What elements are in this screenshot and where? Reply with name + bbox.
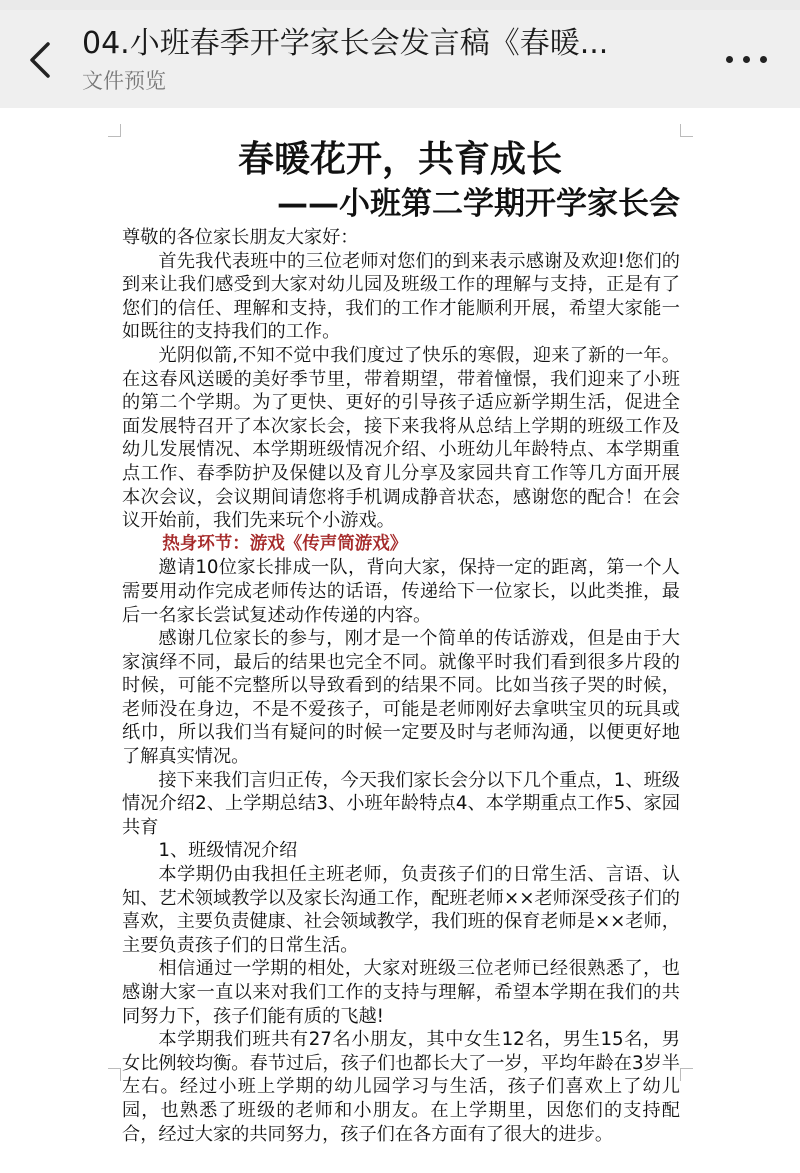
page-margin-mark bbox=[680, 1068, 693, 1081]
page-margin-mark bbox=[680, 124, 693, 137]
document-body bbox=[122, 226, 680, 1146]
section-heading: 热身环节：游戏《传声筒游戏》 bbox=[162, 533, 408, 554]
greeting: 尊敬的各位家长朋友大家好： bbox=[122, 227, 359, 248]
paragraph: 相信通过一学期的相处，大家对班级三位老师已经很熟悉了，也感谢大家一直以来对我们工作的支持与理解，希望本学期在我们的共同努力下，孩子们能有质的飞越! bbox=[122, 958, 680, 1027]
paragraph: 感谢几位家长的参与，刚才是一个简单的传话游戏，但是由于大家演绎不同，最后的结果也完全不同。就像平时我们看到很多片段的时候，可能不完整所以导致看到的结果不同。比如当孩子哭的时候，老师没在身边，不是不爱孩子，可能是老师刚好去拿哄宝贝的玩具或纸巾，所以我们当有疑问的时候一定要及时与老师沟通，以便更好地了解真实情况。 bbox=[122, 628, 680, 768]
page-margin-mark bbox=[108, 1068, 121, 1081]
paragraph: 本学期我们班共有27名小朋友，其中女生12名，男生15名，男女比例较均衡。春节过后，孩子们也都长大了一岁，平均年龄在3岁半左右。经过小班上学期的幼儿园学习与生活，孩子们喜欢上了幼儿园，也熟悉了班级的老师和小朋友。在上学期里，因您们的支持配合，经过大家的共同努力，孩子们在各方面有了很大的进步。 bbox=[122, 1029, 680, 1145]
paragraph: 首先我代表班中的三位老师对您们的到来表示感谢及欢迎!您们的到来让我们感受到大家对幼儿园及班级工作的理解与支持，正是有了您们的信任、理解和支持，我们的工作才能顺利开展，希望大家能一如既往的支持我们的工作。 bbox=[122, 250, 680, 343]
paragraph: 本学期仍由我担任主班老师，负责孩子们的日常生活、言语、认知、艺术领域教学以及家长沟通工作，配班老师××老师深受孩子们的喜欢，主要负责健康、社会领域教学，我们班的保育老师是××老师，主要负责孩子们的日常生活。 bbox=[122, 864, 680, 956]
document-title: 春暖花开，共育成长 bbox=[237, 139, 562, 180]
list-heading: 1、班级情况介绍 bbox=[158, 840, 298, 862]
more-options-button[interactable] bbox=[716, 40, 776, 80]
app-header bbox=[0, 0, 800, 108]
paragraph: 邀请10位家长排成一队，背向大家，保持一定的距离，第一个人需要用动作完成老师传达的话语，传递给下一位家长，以此类推，最后一名家长尝试复述动作传递的内容。 bbox=[122, 557, 680, 626]
more-dots-icon bbox=[726, 56, 733, 63]
chevron-left-icon bbox=[26, 40, 56, 80]
back-button[interactable] bbox=[18, 30, 64, 90]
status-bar bbox=[0, 0, 800, 10]
document-subtitle: ——小班第二学期开学家长会 bbox=[277, 186, 680, 222]
paragraph: 光阴似箭,不知不觉中我们度过了快乐的寒假，迎来了新的一年。在这春风送暖的美好季节里，带着期望，带着憧憬，我们迎来了小班的第二个学期。为了更快、更好的引导孩子适应新学期生活，促进全面发展特召开了本次家长会，接下来我将从总结上学期的班级工作及幼儿发展情况、本学期班级情况介绍、小班幼儿年龄特点、本学期重点工作、春季防护及保健以及育儿分享及家园共育工作等几方面开展本次会议，会议期间请您将手机调成静音状态，感谢您的配合！在会议开始前，我们先来玩个小游戏。 bbox=[122, 344, 680, 532]
file-preview-label: 文件预览 bbox=[82, 69, 166, 93]
document-preview[interactable] bbox=[0, 108, 800, 1173]
page-margin-mark bbox=[108, 124, 121, 137]
file-title: 04.小班春季开学家长会发言稿《春暖... bbox=[82, 26, 609, 61]
paragraph: 接下来我们言归正传，今天我们家长会分以下几个重点，1、班级情况介绍2、上学期总结3、小班年龄特点4、本学期重点工作5、家园共育 bbox=[122, 769, 680, 838]
